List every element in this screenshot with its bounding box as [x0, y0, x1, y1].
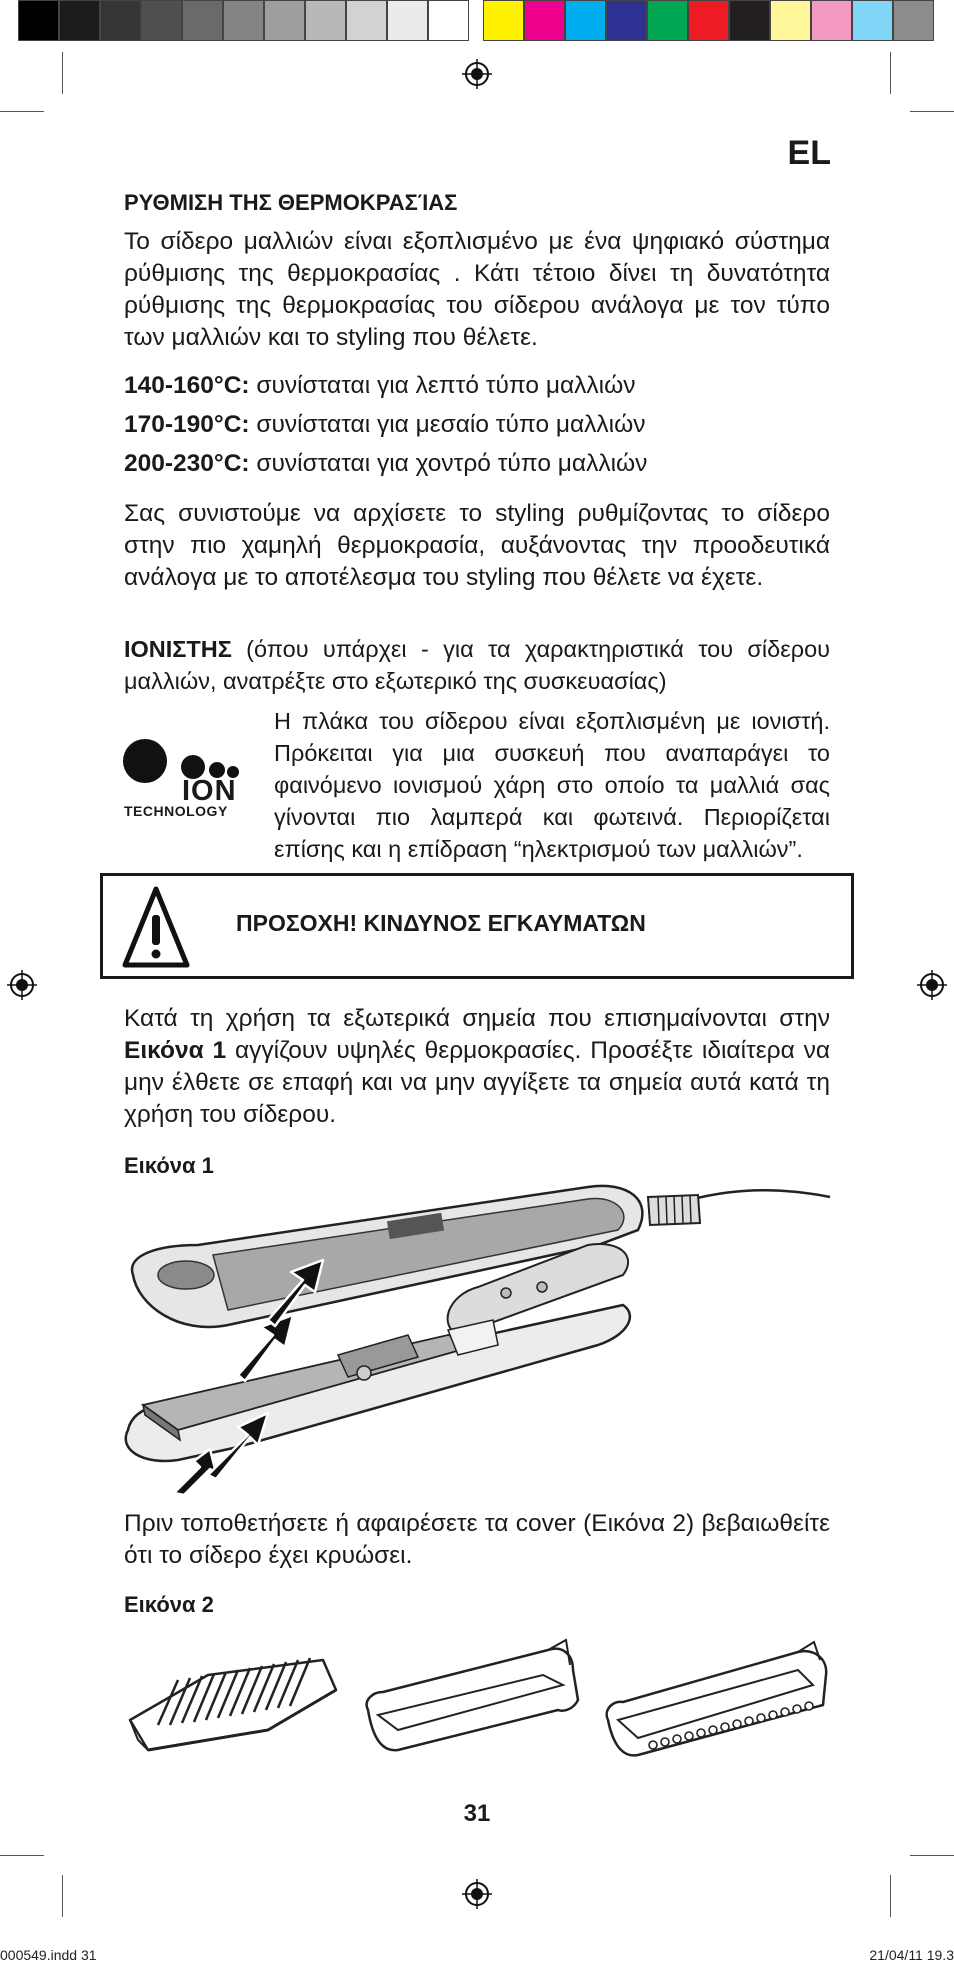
ion-body-paragraph: Η πλάκα του σίδερου είναι εξοπλισμένη με ιονιστή. Πρόκειται για μια συσκευή που αναπαράγει το φαινόμενο ιονισμού χάρη στο οποίο τα μαλλιά σας γίνονται πιο λαμπερά και φωτεινά. Περιορίζεται επίσης και η επίδραση “ηλεκτρισμού των μαλλιών”. [274, 708, 830, 862]
calibration-swatch [483, 0, 524, 41]
calibration-swatch [264, 0, 305, 41]
figure2-label: Εικόνα 2 [124, 1592, 214, 1617]
registration-mark-icon [462, 59, 492, 89]
temperature-range: 170-190°C: [124, 411, 250, 438]
color-calibration-bar [483, 0, 934, 43]
brush-cover-icon [607, 1642, 827, 1755]
ion-logo-subtitle: TECHNOLOGY [124, 803, 228, 819]
temperature-row [124, 448, 830, 480]
figure1-label: Εικόνα 1 [124, 1153, 214, 1178]
burn-text-part: Κατά τη χρήση τα εξωτερικά σημεία που επισημαίνονται στην [124, 1005, 830, 1032]
calibration-swatch [100, 0, 141, 41]
calibration-swatch [18, 0, 59, 41]
temperature-row [124, 409, 830, 441]
registration-mark-icon [462, 1879, 492, 1909]
grayscale-calibration-bar [18, 0, 469, 43]
calibration-swatch [59, 0, 100, 41]
calibration-swatch [524, 0, 565, 41]
calibration-swatch [688, 0, 729, 41]
crop-mark [0, 111, 44, 112]
temperature-description: συνίσταται για μεσαίο τύπο μαλλιών [249, 411, 646, 438]
ion-logo-word: ION [182, 775, 237, 807]
calibration-swatch [729, 0, 770, 41]
comb-cover-icon [130, 1658, 336, 1750]
temperature-intro-paragraph: Το σίδερο μαλλιών είναι εξοπλισμένο με ένα ψηφιακό σύστημα ρύθμισης της θερμοκρασίας . Κάτι τέτοιο δίνει τη δυνατότητα ρύθμισης της θερμοκρασίας του σίδερου ανάλογα με τον τύπο των μαλλιών και το styling που θέλετε. [124, 228, 830, 351]
calibration-swatch [647, 0, 688, 41]
figure-reference: Εικόνα 1 [124, 1037, 227, 1064]
warning-text: ΠΡΟΣΟΧΗ! ΚΙΝΔΥΝΟΣ ΕΓΚΑΥΜΑΤΩΝ [236, 910, 646, 936]
temperature-range: 200-230°C: [124, 450, 250, 477]
language-code: EL [787, 134, 831, 172]
temperature-row [124, 370, 830, 402]
calibration-swatch [346, 0, 387, 41]
calibration-swatch [770, 0, 811, 41]
registration-mark-icon [7, 970, 37, 1000]
calibration-swatch [852, 0, 893, 41]
footer-timestamp: 21/04/11 19.3 [869, 1947, 954, 1963]
calibration-swatch [141, 0, 182, 41]
calibration-swatch [893, 0, 934, 41]
burn-warning-box [100, 873, 854, 979]
temperature-description: συνίσταται για λεπτό τύπο μαλλιών [249, 372, 636, 399]
warning-triangle-icon [121, 881, 191, 973]
calibration-swatch [606, 0, 647, 41]
crop-mark [910, 111, 954, 112]
covers-illustration [118, 1630, 840, 1780]
ion-heading-paragraph [124, 633, 830, 697]
calibration-swatch [305, 0, 346, 41]
covers-paragraph: Πριν τοποθετήσετε ή αφαιρέσετε τα cover (Εικόνα 2) βεβαιωθείτε ότι το σίδερο έχει κρυώσει. [124, 1510, 830, 1569]
burn-warning-paragraph [124, 1003, 830, 1131]
ion-technology-logo [122, 738, 262, 818]
styling-advice-paragraph: Σας συνιστούμε να αρχίσετε το styling ρυθμίζοντας το σίδερο στην πιο χαμηλή θερμοκρασία, αυξάνοντας την προοδευτικά ανάλογα με το αποτέλεσμα του styling που θέλετε να έχετε. [124, 500, 830, 591]
calibration-swatch [811, 0, 852, 41]
calibration-swatch [428, 0, 469, 41]
temperature-range: 140-160°C: [124, 372, 250, 399]
temperature-description: συνίσταται για χοντρό τύπο μαλλιών [249, 450, 648, 477]
calibration-swatch [182, 0, 223, 41]
ion-title-note: (όπου υπάρχει - για τα χαρακτηριστικά του σίδερου μαλλιών, ανατρέξτε στο εξωτερικό της συσκευασίας) [124, 636, 830, 694]
ion-title: ΙΟΝΙΣΤΗΣ [124, 636, 232, 662]
calibration-swatch [223, 0, 264, 41]
section-title-temperature: ΡΥΘΜΙΣΗ ΤΗΣ ΘΕΡΜΟΚΡΑΣΊΑΣ [124, 190, 458, 215]
footer-filename: 000549.indd 31 [0, 1947, 97, 1963]
smooth-cover-icon [367, 1640, 578, 1750]
crop-mark [910, 1855, 954, 1856]
calibration-swatch [387, 0, 428, 41]
calibration-swatch [565, 0, 606, 41]
crop-mark [890, 52, 891, 94]
page-number: 31 [463, 1800, 491, 1827]
crop-mark [0, 1855, 44, 1856]
crop-mark [890, 1875, 891, 1917]
crop-mark [62, 1875, 63, 1917]
registration-mark-icon [917, 970, 947, 1000]
hair-straightener-illustration [118, 1175, 838, 1505]
burn-text-part: αγγίζουν υψηλές θερμοκρασίες. Προσέξτε ιδιαίτερα να μην έλθετε σε επαφή και να μην αγγίξετε τα σημεία αυτά κατά τη χρήση του σίδερου. [124, 1037, 830, 1128]
crop-mark [62, 52, 63, 94]
